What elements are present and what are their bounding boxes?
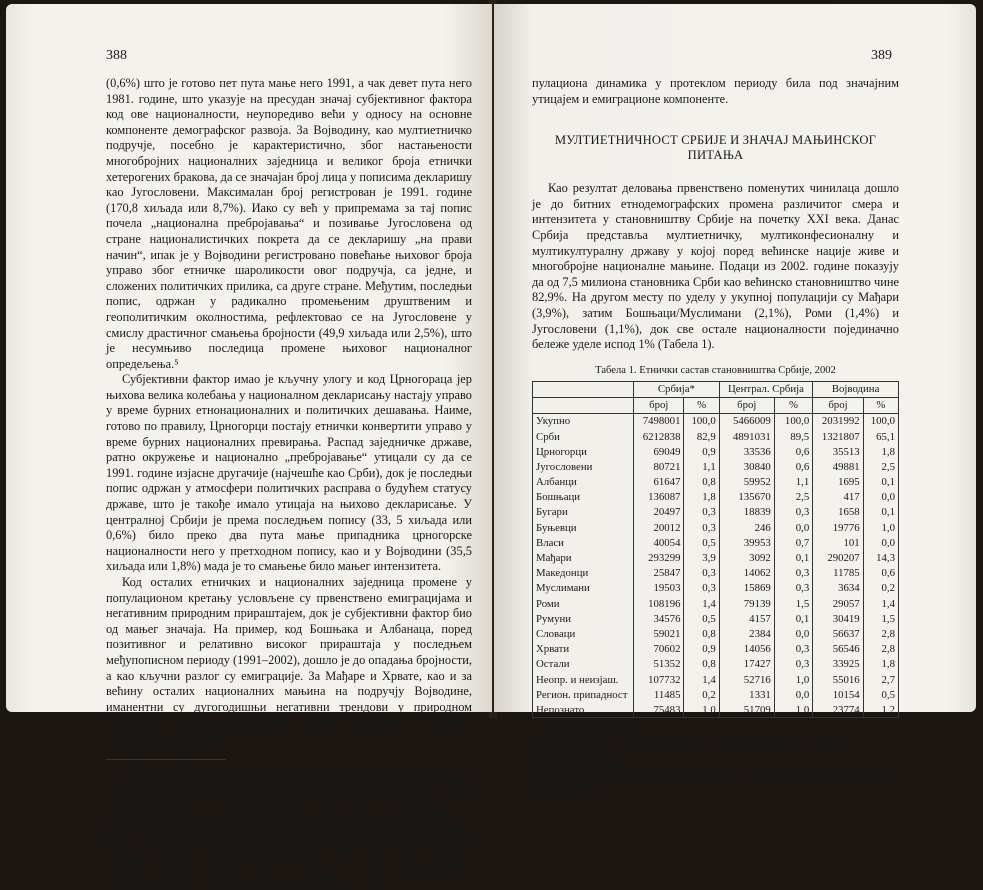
table-cell: 80721 — [634, 459, 684, 474]
table-cell: 0,0 — [774, 626, 812, 641]
table-row-label: Албанци — [536, 476, 577, 489]
table-cell: 0,8 — [684, 626, 719, 641]
table-cell: 51709 — [719, 702, 774, 718]
table-cell: 0,3 — [684, 566, 719, 581]
page-number-right: 389 — [871, 48, 892, 63]
table-cell: 89,5 — [774, 429, 812, 444]
table-cell: 11785 — [813, 566, 863, 581]
table-row-label: Румуни — [536, 612, 572, 625]
table-cell: 1,5 — [863, 611, 898, 626]
table-row — [533, 413, 899, 429]
table-cell: 34576 — [634, 611, 684, 626]
table-cell: 1,2 — [863, 702, 898, 718]
table-cell: 52716 — [719, 672, 774, 687]
table-subheader: % — [774, 397, 812, 413]
table-cell: 17427 — [719, 657, 774, 672]
table-cell: 14062 — [719, 566, 774, 581]
table-cell: 101 — [813, 535, 863, 550]
source-title: Попис становништва, домаћинстава и станова у 2002, Становништво-национална или етничка припадност — [532, 764, 900, 789]
table-cell: 1,5 — [774, 596, 812, 611]
table-cell: 55016 — [813, 672, 863, 687]
table-cell: 0,2 — [863, 581, 898, 596]
right-intro-paragraph: пулациона динамика у протеклом периоду била под значајним утицајем и емиграционе компоненте. — [532, 76, 899, 106]
table-cell: 69049 — [634, 444, 684, 459]
table-cell: 100,0 — [863, 413, 898, 429]
table-subheader: број — [813, 397, 863, 413]
table-cell: 1,0 — [684, 702, 719, 718]
table-cell: 0,6 — [863, 566, 898, 581]
table-row — [533, 626, 899, 641]
table-cell: 4157 — [719, 611, 774, 626]
right-page — [494, 4, 976, 803]
table-group-header: Војводина — [813, 381, 899, 397]
table-cell: 6212838 — [634, 429, 684, 444]
table-cell: 0,5 — [863, 687, 898, 702]
table-row — [533, 444, 899, 459]
table-cell: 25847 — [634, 566, 684, 581]
left-paragraph-1: (0,6%) што је готово пет пута мање него 1991, а чак девет пута него 1981. године, што указује на пресудан значај субјективног фактора код ове националности, неупоредиво већи у односу на основне компоненте демографског развоја. За Војводину, као мултиетничко подручје, посебно је карактеристично, због настањености многобројних националних заједница и великог броја етнички хетерогених бракова, да се значајан број лица у пописима декларишу као Југословени. Максималан број регистрован је 1991. године (170,8 хиљада или 8,7%). Иако су већ у припремама за тај попис почела „национална пребројавања“ и позивање Југословена од стране националистичких покрета да се декларишу „на прави начин“, ипак је у Војводини регистровано повећање њиховог броја управо због етничке шароликости овог подручја, са једне, и сложених политичких прилика, са друге стране. Међутим, последњи попис, одржан у радикално промењеним друштвеним и геополитичким околностима, рефлектовао се на Југословене у смислу драстичног смањења бројности (49,9 хиљада или 2,5%), што је несумњиво последица промене њиховог националног опредељења.⁵ — [106, 76, 472, 371]
table-source — [532, 763, 899, 804]
table-cell: 0,3 — [684, 581, 719, 596]
table-cell: 59952 — [719, 474, 774, 489]
table-cell: 35513 — [813, 444, 863, 459]
ethnic-composition-table — [532, 381, 899, 719]
table-cell: 0,1 — [863, 505, 898, 520]
table-cell: 1695 — [813, 474, 863, 489]
table-cell: 2,7 — [863, 672, 898, 687]
table-row-label: Муслимани — [536, 582, 590, 595]
table-cell: 20497 — [634, 505, 684, 520]
table-cell: 293299 — [634, 550, 684, 565]
table-cell: 1,0 — [774, 672, 812, 687]
table-row — [533, 474, 899, 489]
left-page — [6, 4, 492, 889]
table-cell: 14,3 — [863, 550, 898, 565]
table-cell: 5466009 — [719, 413, 774, 429]
table-cell: 19503 — [634, 581, 684, 596]
table-cell: 70602 — [634, 642, 684, 657]
table-group-header: Србија* — [634, 381, 720, 397]
table-cell: 65,1 — [863, 429, 898, 444]
table-cell: 30840 — [719, 459, 774, 474]
table-group-header-row — [533, 381, 899, 397]
table-cell: 1,1 — [684, 459, 719, 474]
left-paragraph-2: Субјективни фактор имао је кључну улогу и код Црногораца јер њихова велика колебања у националном декларисању настају управо у време бурних етнонационалних и политичких дешавања. Наиме, готово по правилу, Црногорци постају етнички конвертити управо у време бурних националних превирања. Распад заједничке државе, ратно окружење и национално „пребројавање“ утицали су да се 1991. године изјасне другачије (најчешће као Срби), док је последњи попис одржан у атмосфери политичких расправа о будућем статусу државе, што је такође имало утицаја на њихово декларисање. У централној Србији је према последњем попису (33, 5 хиљада или 0,6%) било преко два пута мање припадника црногорске националности него у претходном попису, као и у Војводини (35,5 хиљада или 1,8%) мада је то смањење било мањег интензитета. — [106, 372, 472, 574]
table-cell: 0,2 — [684, 687, 719, 702]
table-row — [533, 596, 899, 611]
table-row-label: Бошњаци — [536, 491, 581, 504]
table-cell: 0,1 — [774, 611, 812, 626]
source-publisher: , Књига 1, Републички завод за статистику, Београд, 2003. — [532, 777, 899, 803]
table-cell: 23774 — [813, 702, 863, 718]
table-cell: 2,5 — [774, 490, 812, 505]
left-page-body — [106, 76, 472, 890]
table-cell: 417 — [813, 490, 863, 505]
table-cell: 19776 — [813, 520, 863, 535]
right-page-body — [532, 76, 899, 804]
table-corner-cell — [533, 397, 634, 413]
table-row — [533, 566, 899, 581]
table-cell: 33536 — [719, 444, 774, 459]
table-cell: 0,5 — [684, 611, 719, 626]
table-cell: 0,0 — [774, 520, 812, 535]
table-cell: 56546 — [813, 642, 863, 657]
table-cell: 0,6 — [774, 444, 812, 459]
table-row-label: Срби — [536, 430, 560, 443]
table-row-label: Укупно — [536, 415, 571, 428]
table-row — [533, 687, 899, 702]
table-row-label: Хрвати — [536, 643, 570, 656]
table-row-label: Роми — [536, 597, 560, 610]
table-cell: 0,8 — [684, 474, 719, 489]
table-cell: 0,0 — [863, 490, 898, 505]
table-cell: 79139 — [719, 596, 774, 611]
table-row — [533, 611, 899, 626]
table-cell: 39953 — [719, 535, 774, 550]
table-cell: 40054 — [634, 535, 684, 550]
table-notes — [532, 722, 899, 804]
table-row — [533, 490, 899, 505]
table-cell: 0,3 — [684, 520, 719, 535]
table-cell: 0,6 — [774, 459, 812, 474]
table-cell: 0,1 — [863, 474, 898, 489]
table-row-label: Остали — [536, 658, 570, 671]
table-cell: 20012 — [634, 520, 684, 535]
table-cell: 1,0 — [774, 702, 812, 718]
table-cell: 10154 — [813, 687, 863, 702]
table-cell: 290207 — [813, 550, 863, 565]
table-cell: 1,0 — [863, 520, 898, 535]
table-subheader: број — [719, 397, 774, 413]
table-cell: 100,0 — [774, 413, 812, 429]
table-subheader: број — [634, 397, 684, 413]
table-cell: 0,7 — [774, 535, 812, 550]
table-cell: 51352 — [634, 657, 684, 672]
table-cell: 100,0 — [684, 413, 719, 429]
table-cell: 2,8 — [863, 626, 898, 641]
table-row — [533, 581, 899, 596]
table-cell: 82,9 — [684, 429, 719, 444]
table-row-label: Власи — [536, 536, 564, 549]
table-row — [533, 535, 899, 550]
section-heading: МУЛТИЕТНИЧНОСТ СРБИЈЕ И ЗНАЧАЈ МАЊИНСКОГ ПИТАЊА — [554, 133, 877, 163]
table-row-label: Југословени — [536, 460, 593, 473]
table-cell: 56637 — [813, 626, 863, 641]
table-cell: 1,8 — [684, 490, 719, 505]
table-cell: 0,3 — [774, 566, 812, 581]
table-cell: 11485 — [634, 687, 684, 702]
table-caption: Табела 1. Етнички састав становништва Србије, 2002 — [595, 364, 836, 376]
page-number-left: 388 — [106, 48, 127, 63]
table-cell: 0,3 — [774, 642, 812, 657]
table-subheader: % — [684, 397, 719, 413]
table-row — [533, 505, 899, 520]
table-cell: 0,1 — [774, 550, 812, 565]
table-row-label: Непознато — [536, 703, 585, 716]
table-cell: 246 — [719, 520, 774, 535]
table-cell: 136087 — [634, 490, 684, 505]
table-cell: 1,4 — [684, 672, 719, 687]
table-corner-cell — [533, 381, 634, 397]
table-cell: 0,5 — [684, 535, 719, 550]
table-cell: 1658 — [813, 505, 863, 520]
table-cell: 0,0 — [863, 535, 898, 550]
table-cell: 1331 — [719, 687, 774, 702]
table-cell: 107732 — [634, 672, 684, 687]
table-cell: 135670 — [719, 490, 774, 505]
table-cell: 1,4 — [684, 596, 719, 611]
table-cell: 1,1 — [774, 474, 812, 489]
table-cell: 4891031 — [719, 429, 774, 444]
table-row-label: Мађари — [536, 552, 572, 564]
table-cell: 0,3 — [774, 505, 812, 520]
table-cell: 15869 — [719, 581, 774, 596]
table-cell: 75483 — [634, 702, 684, 718]
table-cell: 1,8 — [863, 657, 898, 672]
footnote-5: ⁵ „У перцепцији националиста управо су Југословени фиксирани као група ʼоднарођенихʼ чланова властите етничке групе која нацију подрива изнутра, демографски је крњи, а културно слаби и лишава политичког утицаја. У току припремних радњи за спровођење пописа 2002. године, о Југословенима се говорило као о измишљотини и преварама, а националисти су их позивали да се врате у окриље ʼматичне нацијеʼ. На то их је, осим националистичких разлога, терао и закон о мањинама који је остваривање колективних права условљавао одређеним цензусом. Ишчезавање Југословена није, стога, само индикатор измењене етничке структуре, него и успона и победе шовинистичких (етно)националиста“ (Хелсиншки одбор за људска права, 2004). — [106, 765, 472, 889]
table-row — [533, 550, 899, 565]
table-cell: 2,8 — [863, 642, 898, 657]
table-row — [533, 429, 899, 444]
table-cell: 3092 — [719, 550, 774, 565]
table-note: Напомена: Дате су све националности са уделом преко 0,3% у укупном становништву Србије. — [532, 737, 854, 762]
table-subheader: % — [863, 397, 898, 413]
table-cell: 3634 — [813, 581, 863, 596]
table-row-label: Македонци — [536, 567, 589, 580]
table-cell: 2031992 — [813, 413, 863, 429]
table-cell: 0,3 — [684, 505, 719, 520]
table-cell: 2384 — [719, 626, 774, 641]
table-row-label: Неопр. и неизјаш. — [536, 673, 619, 686]
table-row — [533, 642, 899, 657]
left-paragraph-3: Код осталих етничких и националних заједница промене у популационом кретању условљене су првенствено емиграцијама и негативним природним прираштајем, док је субјективни фактор био од мањег значаја. На пример, код Бошњака и Албанаца, поред позитивног и релативно високог прираштаја у последњем међупописном периоду (1991–2002), дошло је до опадања бројности, а као кључни разлог су емиграције. За Мађаре и Хрвате, као и за већину осталих националних мањина на подручју Војводине, иманентни су дугогодишњи негативни трендови у природном обнављању становништва услед ниског наталитета и високог морталитета, али је по- — [106, 575, 472, 745]
table-row-label: Регион. припадност — [536, 688, 628, 701]
table-cell: 59021 — [634, 626, 684, 641]
table-cell: 0,9 — [684, 642, 719, 657]
table-cell: 2,5 — [863, 459, 898, 474]
table-cell: 3,9 — [684, 550, 719, 565]
table-cell: 49881 — [813, 459, 863, 474]
table-row — [533, 672, 899, 687]
table-row-label: Буњевци — [536, 521, 577, 534]
table-row-label: Бугари — [536, 506, 568, 519]
table-cell: 0,8 — [684, 657, 719, 672]
table-cell: 61647 — [634, 474, 684, 489]
table-cell: 0,9 — [684, 444, 719, 459]
table-row — [533, 657, 899, 672]
table-cell: 0,3 — [774, 581, 812, 596]
table-row-label: Словаци — [536, 627, 576, 640]
table-cell: 30419 — [813, 611, 863, 626]
table-cell: 108196 — [634, 596, 684, 611]
table-cell: 14056 — [719, 642, 774, 657]
right-paragraph: Као резултат деловања првенствено поменутих чинилаца дошло је до битних етнодемографских промена различитог смера и интензитета у становништву Србије на почетку XXI века. Данас Србија представља мултиетничку, мултиконфесионалну и мултикултуралну државу у којој поред већинске нације живе и многобројне националне мањине. Подаци из 2002. године показују да од 7,5 милиона становника Срби као већинско становништво чине 82,9%. На другом месту по уделу у укупној популацији су Мађари (3,9%), затим Бошњаци/Муслимани (2,1%), Роми (1,4%) и Југословени (1,1%), док све остале националности појединачно бележе уделе испод 1% (Табела 1). — [532, 181, 899, 352]
table-cell: 33925 — [813, 657, 863, 672]
table-subheader-row — [533, 397, 899, 413]
table-group-header: Централ. Србија — [719, 381, 812, 397]
table-row — [533, 459, 899, 474]
table-cell: 1,8 — [863, 444, 898, 459]
table-row-label: Црногорци — [536, 445, 587, 458]
table-cell: 18839 — [719, 505, 774, 520]
table-row — [533, 520, 899, 535]
table-cell: 7498001 — [634, 413, 684, 429]
table-cell: 29057 — [813, 596, 863, 611]
footnote-divider — [106, 759, 226, 760]
table-cell: 1321807 — [813, 429, 863, 444]
table-footnote-star: * без Косова и Метохије — [532, 723, 642, 735]
source-label: Извор: — [532, 764, 563, 776]
table-cell: 0,3 — [774, 657, 812, 672]
table-cell: 1,4 — [863, 596, 898, 611]
table-cell: 0,0 — [774, 687, 812, 702]
table-row — [533, 702, 899, 718]
